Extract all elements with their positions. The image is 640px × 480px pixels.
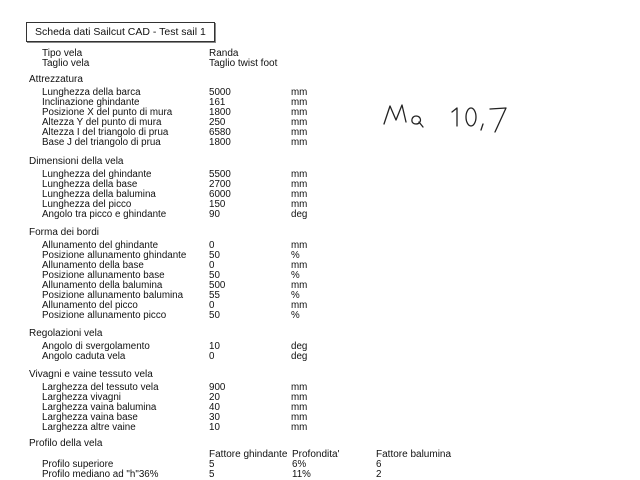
field-value: 90	[209, 209, 220, 220]
profile-value: 6%	[292, 459, 307, 470]
field-value: 1800	[209, 107, 231, 118]
field-unit: %	[291, 250, 300, 261]
field-label: Altezza I del triangolo di prua	[42, 127, 169, 138]
section-title: Vivagni e vaine tessuto vela	[29, 369, 153, 380]
field-label: Larghezza vaina base	[42, 412, 138, 423]
field-unit: %	[291, 290, 300, 301]
field-unit: deg	[291, 341, 308, 352]
field-unit: mm	[291, 137, 308, 148]
field-value: 250	[209, 117, 226, 128]
profile-label: Profilo mediano ad "h"36%	[42, 469, 159, 480]
field-value: 40	[209, 402, 220, 413]
section-title: Attrezzatura	[29, 74, 83, 85]
field-value: 0	[209, 300, 215, 311]
profile-col-header: Fattore balumina	[376, 449, 452, 460]
field-unit: mm	[291, 117, 308, 128]
field-label: Base J del triangolo di prua	[42, 137, 161, 148]
profile-col-header: Fattore ghindante	[209, 449, 288, 460]
field-value: 50	[209, 250, 220, 261]
profile-row	[42, 470, 462, 480]
field-unit: mm	[291, 402, 308, 413]
field-value: 900	[209, 382, 226, 393]
field-unit: mm	[291, 300, 308, 311]
field-label: Lunghezza della balumina	[42, 189, 156, 200]
field-label: Lunghezza della barca	[42, 87, 141, 98]
field-label: Altezza Y del punto di mura	[42, 117, 162, 128]
field-value: 5000	[209, 87, 231, 98]
field-value: 30	[209, 412, 220, 423]
profile-value: 2	[376, 469, 382, 480]
field-unit: mm	[291, 392, 308, 403]
field-unit: mm	[291, 422, 308, 433]
profile-value: 6	[376, 459, 382, 470]
field-value: 0	[209, 240, 215, 251]
field-unit: mm	[291, 179, 308, 190]
data-row	[42, 311, 502, 321]
profile-value: 5	[209, 469, 215, 480]
field-unit: mm	[291, 189, 308, 200]
field-value: 150	[209, 199, 226, 210]
data-row	[42, 352, 502, 362]
field-label: Larghezza vaina balumina	[42, 402, 157, 413]
field-label: Lunghezza del picco	[42, 199, 132, 210]
field-unit: mm	[291, 280, 308, 291]
field-value: 55	[209, 290, 220, 301]
field-label: Allunamento del ghindante	[42, 240, 159, 251]
field-label: Angolo caduta vela	[42, 351, 126, 362]
field-value: 50	[209, 310, 220, 321]
section-title: Dimensioni della vela	[29, 156, 124, 167]
field-label: Tipo vela	[42, 48, 83, 59]
field-unit: mm	[291, 87, 308, 98]
field-value: 10	[209, 341, 220, 352]
field-value: 1800	[209, 137, 231, 148]
field-unit: mm	[291, 382, 308, 393]
field-value: 161	[209, 97, 226, 108]
field-label: Angolo di svergolamento	[42, 341, 150, 352]
field-label: Larghezza vivagni	[42, 392, 121, 403]
field-label: Taglio vela	[42, 58, 90, 69]
field-unit: mm	[291, 97, 308, 108]
data-row	[42, 210, 502, 220]
section-title: Forma dei bordi	[29, 227, 100, 238]
field-label: Lunghezza della base	[42, 179, 138, 190]
field-label: Posizione X del punto di mura	[42, 107, 173, 118]
field-label: Posizione allunamento balumina	[42, 290, 184, 301]
field-label: Larghezza altre vaine	[42, 422, 136, 433]
field-label: Lunghezza del ghindante	[42, 169, 152, 180]
field-label: Angolo tra picco e ghindante	[42, 209, 167, 220]
field-unit: deg	[291, 351, 308, 362]
field-value: 6580	[209, 127, 231, 138]
field-value: 0	[209, 260, 215, 271]
data-row	[42, 423, 502, 433]
field-value: 20	[209, 392, 220, 403]
field-unit: deg	[291, 209, 308, 220]
field-label: Allunamento del picco	[42, 300, 138, 311]
field-unit: mm	[291, 107, 308, 118]
field-value: 500	[209, 280, 226, 291]
field-value: 6000	[209, 189, 231, 200]
field-label: Inclinazione ghindante	[42, 97, 140, 108]
field-unit: mm	[291, 240, 308, 251]
field-value: 50	[209, 270, 220, 281]
field-unit: mm	[291, 199, 308, 210]
field-unit: mm	[291, 169, 308, 180]
field-value: Taglio twist foot	[209, 58, 278, 69]
field-unit: mm	[291, 260, 308, 271]
profile-value: 11%	[292, 469, 311, 480]
field-value: 2700	[209, 179, 231, 190]
field-unit: mm	[291, 127, 308, 138]
field-label: Allunamento della balumina	[42, 280, 163, 291]
document-title: Scheda dati Sailcut CAD - Test sail 1	[26, 22, 215, 42]
field-value: 5500	[209, 169, 231, 180]
field-label: Allunamento della base	[42, 260, 144, 271]
field-label: Posizione allunamento picco	[42, 310, 167, 321]
profile-value: 5	[209, 459, 215, 470]
field-unit: %	[291, 270, 300, 281]
field-unit: mm	[291, 412, 308, 423]
field-label: Posizione allunamento base	[42, 270, 165, 281]
field-unit: %	[291, 310, 300, 321]
section-title: Regolazioni vela	[29, 328, 103, 339]
field-label: Larghezza del tessuto vela	[42, 382, 159, 393]
handwritten-note	[380, 100, 512, 140]
profile-col-header: Profondita'	[292, 449, 340, 460]
field-label: Posizione allunamento ghindante	[42, 250, 187, 261]
field-value: Randa	[209, 48, 239, 59]
profile-label: Profilo superiore	[42, 459, 114, 470]
section-title-profile: Profilo della vela	[29, 438, 103, 449]
field-value: 10	[209, 422, 220, 433]
field-value: 0	[209, 351, 215, 362]
